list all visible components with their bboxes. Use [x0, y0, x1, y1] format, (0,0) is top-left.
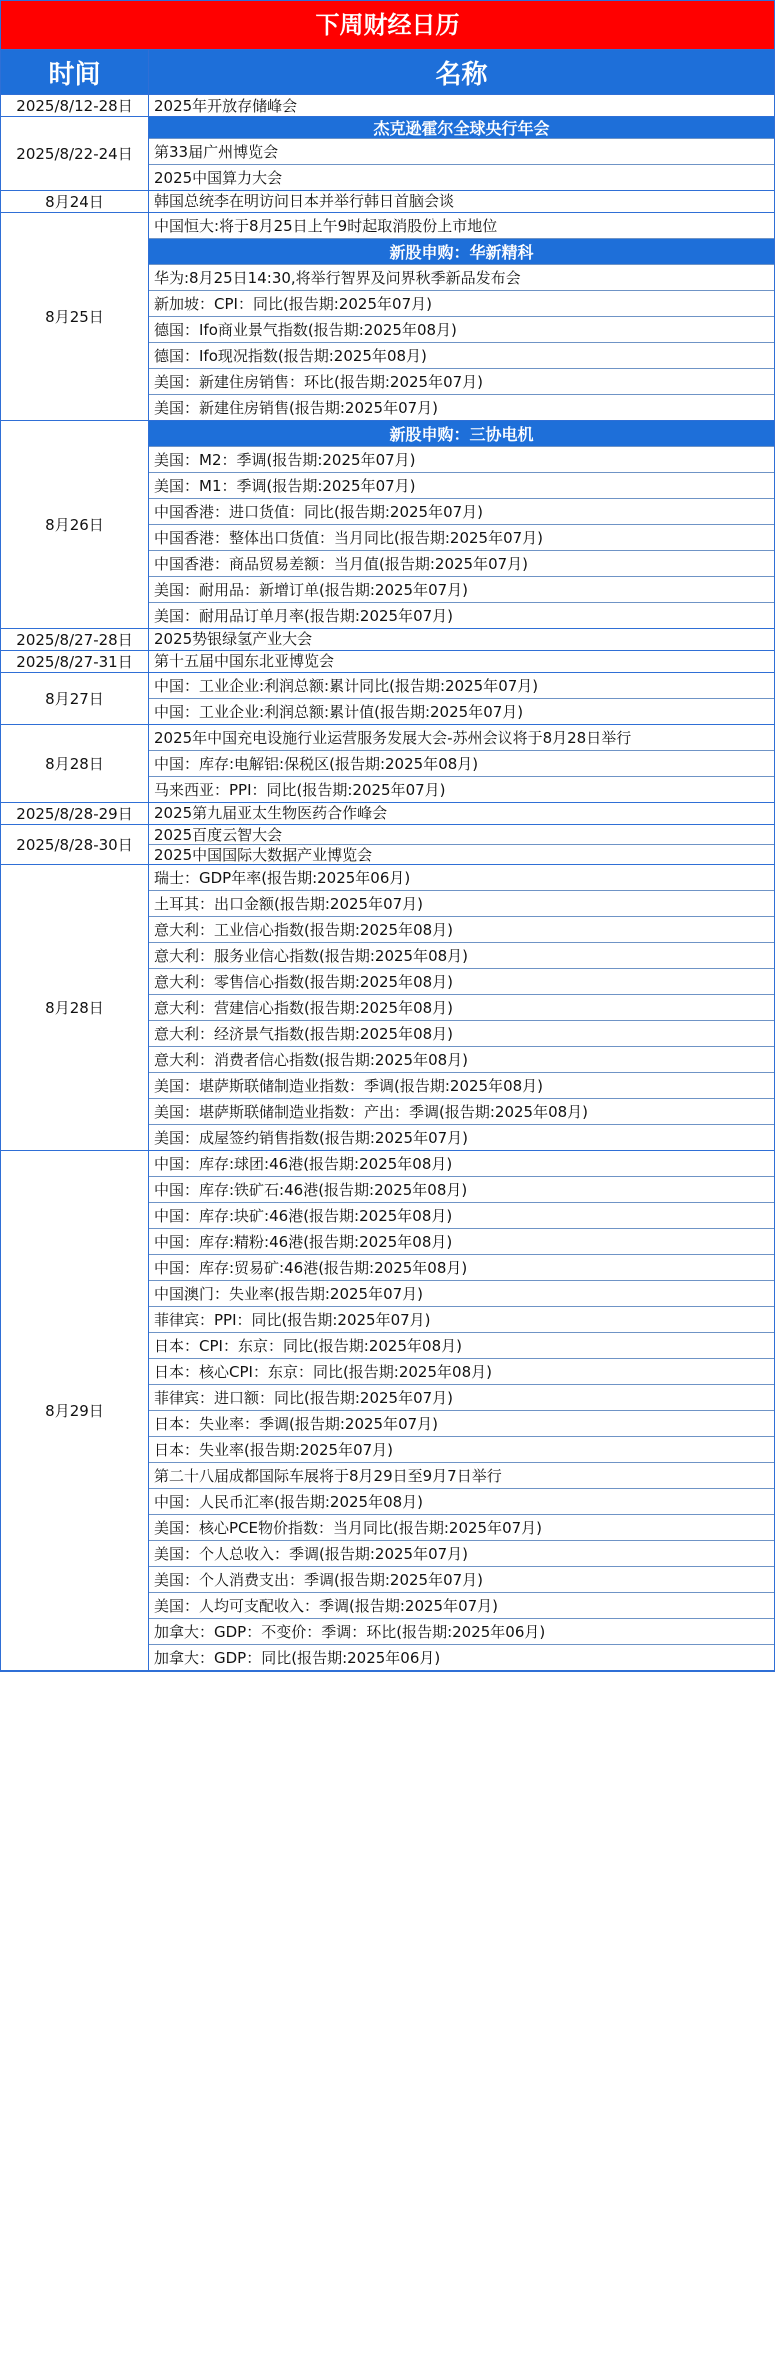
- event-item: 美国：耐用品订单月率(报告期:2025年07月): [154, 607, 454, 625]
- event-item: 韩国总统李在明访问日本并举行韩日首脑会谈: [154, 191, 455, 209]
- event-item: 菲律宾：PPI：同比(报告期:2025年07月): [149, 1307, 774, 1333]
- event-item: 美国：M2：季调(报告期:2025年07月): [149, 447, 774, 473]
- event-list: [149, 1151, 774, 1670]
- date-cell: 8月26日: [1, 421, 149, 628]
- event-item: 日本：核心CPI：东京：同比(报告期:2025年08月): [149, 1359, 774, 1385]
- date-group: [1, 825, 774, 865]
- event-item: 意大利：工业信心指数(报告期:2025年08月): [149, 917, 774, 943]
- event-item: 中国香港：整体出口货值：当月同比(报告期:2025年07月): [149, 525, 774, 551]
- event-item: 中国澳门：失业率(报告期:2025年07月): [149, 1281, 774, 1307]
- event-item: 美国：个人消费支出：季调(报告期:2025年07月): [149, 1567, 774, 1593]
- date-cell: 8月28日: [1, 725, 149, 802]
- name-column-header: 名称: [149, 50, 774, 94]
- event-item: 中国：库存:电解铝:保税区(报告期:2025年08月): [149, 751, 774, 777]
- date-cell: 8月29日: [1, 1151, 149, 1670]
- event-item: 2025中国国际大数据产业博览会: [154, 846, 373, 864]
- date-cell: 8月24日: [1, 191, 149, 212]
- date-group: [1, 651, 774, 673]
- event-item: 华为:8月25日14:30,将举行智界及问界秋季新品发布会: [149, 265, 774, 291]
- event-item: 日本：失业率：季调(报告期:2025年07月): [149, 1411, 774, 1437]
- event-item: 意大利：零售信心指数(报告期:2025年08月): [149, 969, 774, 995]
- date-group: [1, 673, 774, 725]
- table-header: [1, 50, 774, 95]
- date-cell: 8月25日: [1, 213, 149, 420]
- date-group: [1, 1151, 774, 1671]
- event-item: 德国：Ifo商业景气指数(报告期:2025年08月): [149, 317, 774, 343]
- event-list: [149, 117, 774, 190]
- event-item: 瑞士：GDP年率(报告期:2025年06月): [149, 865, 774, 891]
- event-item: 美国：核心PCE物价指数：当月同比(报告期:2025年07月): [149, 1515, 774, 1541]
- event-list: [149, 191, 774, 212]
- event-item: 中国香港：商品贸易差额：当月值(报告期:2025年07月): [149, 551, 774, 577]
- event-item: 第十五届中国东北亚博览会: [154, 651, 335, 669]
- event-item: 中国：库存:球团:46港(报告期:2025年08月): [149, 1151, 774, 1177]
- event-item: 2025年开放存储峰会: [154, 96, 298, 115]
- event-item: 中国：库存:贸易矿:46港(报告期:2025年08月): [149, 1255, 774, 1281]
- event-item: 加拿大：GDP：同比(报告期:2025年06月): [154, 1649, 441, 1667]
- event-item: 中国：库存:精粉:46港(报告期:2025年08月): [149, 1229, 774, 1255]
- event-item: 中国：库存:块矿:46港(报告期:2025年08月): [149, 1203, 774, 1229]
- date-cell: 8月27日: [1, 673, 149, 724]
- event-item: 美国：个人总收入：季调(报告期:2025年07月): [149, 1541, 774, 1567]
- date-group: [1, 191, 774, 213]
- event-item: 日本：失业率(报告期:2025年07月): [149, 1437, 774, 1463]
- calendar-table: [1, 95, 774, 1671]
- event-list: [149, 421, 774, 628]
- date-cell: 2025/8/27-31日: [1, 651, 149, 672]
- date-cell: 2025/8/28-29日: [1, 803, 149, 824]
- event-item: 2025年中国充电设施行业运营服务发展大会-苏州会议将于8月28日举行: [149, 725, 774, 751]
- event-item: 中国恒大:将于8月25日上午9时起取消股份上市地位: [149, 213, 774, 239]
- event-item: 德国：Ifo现况指数(报告期:2025年08月): [149, 343, 774, 369]
- date-group: [1, 95, 774, 117]
- date-cell: 2025/8/22-24日: [1, 117, 149, 190]
- event-item: 美国：耐用品：新增订单(报告期:2025年07月): [149, 577, 774, 603]
- date-group: [1, 629, 774, 651]
- event-item: 意大利：营建信心指数(报告期:2025年08月): [149, 995, 774, 1021]
- date-group: [1, 725, 774, 803]
- event-item: 加拿大：GDP：不变价：季调：环比(报告期:2025年06月): [149, 1619, 774, 1645]
- highlight-event: 新股申购：华新精科: [149, 239, 774, 265]
- event-item: 日本：CPI：东京：同比(报告期:2025年08月): [149, 1333, 774, 1359]
- date-group: [1, 865, 774, 1151]
- event-list: [149, 95, 774, 116]
- event-list: [149, 865, 774, 1150]
- event-list: [149, 725, 774, 802]
- date-cell: 2025/8/27-28日: [1, 629, 149, 650]
- event-item: 美国：堪萨斯联储制造业指数：产出：季调(报告期:2025年08月): [149, 1099, 774, 1125]
- event-list: [149, 629, 774, 650]
- event-item: 2025第九届亚太生物医药合作峰会: [154, 804, 388, 822]
- event-item: 土耳其：出口金额(报告期:2025年07月): [149, 891, 774, 917]
- event-item: 美国：人均可支配收入：季调(报告期:2025年07月): [149, 1593, 774, 1619]
- event-item: 美国：新建住房销售(报告期:2025年07月): [154, 399, 439, 417]
- highlight-event: 杰克逊霍尔全球央行年会: [149, 117, 774, 139]
- date-group: [1, 803, 774, 825]
- event-item: 中国：工业企业:利润总额:累计值(报告期:2025年07月): [154, 703, 524, 721]
- date-group: [1, 421, 774, 629]
- page-title: 下周财经日历: [1, 1, 774, 50]
- event-item: 中国：工业企业:利润总额:累计同比(报告期:2025年07月): [149, 673, 774, 699]
- event-list: [149, 825, 774, 864]
- date-cell: 8月28日: [1, 865, 149, 1150]
- date-group: [1, 213, 774, 421]
- event-item: 新加坡：CPI：同比(报告期:2025年07月): [149, 291, 774, 317]
- date-cell: 2025/8/12-28日: [1, 95, 149, 116]
- event-list: [149, 673, 774, 724]
- highlight-event: 新股申购：三协电机: [149, 421, 774, 447]
- event-item: 2025百度云智大会: [149, 825, 774, 845]
- time-column-header: 时间: [1, 50, 149, 94]
- event-item: 2025势银绿氢产业大会: [154, 629, 313, 647]
- event-item: 菲律宾：进口额：同比(报告期:2025年07月): [149, 1385, 774, 1411]
- event-item: 中国：人民币汇率(报告期:2025年08月): [149, 1489, 774, 1515]
- event-item: 美国：成屋签约销售指数(报告期:2025年07月): [154, 1129, 469, 1147]
- event-list: [149, 803, 774, 824]
- event-item: 美国：新建住房销售：环比(报告期:2025年07月): [149, 369, 774, 395]
- event-item: 美国：堪萨斯联储制造业指数：季调(报告期:2025年08月): [149, 1073, 774, 1099]
- event-item: 中国香港：进口货值：同比(报告期:2025年07月): [149, 499, 774, 525]
- event-item: 意大利：服务业信心指数(报告期:2025年08月): [149, 943, 774, 969]
- event-item: 意大利：消费者信心指数(报告期:2025年08月): [149, 1047, 774, 1073]
- event-list: [149, 651, 774, 672]
- event-item: 中国：库存:铁矿石:46港(报告期:2025年08月): [149, 1177, 774, 1203]
- event-list: [149, 213, 774, 420]
- date-cell: 2025/8/28-30日: [1, 825, 149, 864]
- event-item: 第33届广州博览会: [149, 139, 774, 165]
- event-item: 美国：M1：季调(报告期:2025年07月): [149, 473, 774, 499]
- event-item: 第二十八届成都国际车展将于8月29日至9月7日举行: [149, 1463, 774, 1489]
- event-item: 2025中国算力大会: [154, 169, 283, 187]
- event-item: 意大利：经济景气指数(报告期:2025年08月): [149, 1021, 774, 1047]
- event-item: 马来西亚：PPI：同比(报告期:2025年07月): [154, 781, 446, 799]
- date-group: [1, 117, 774, 191]
